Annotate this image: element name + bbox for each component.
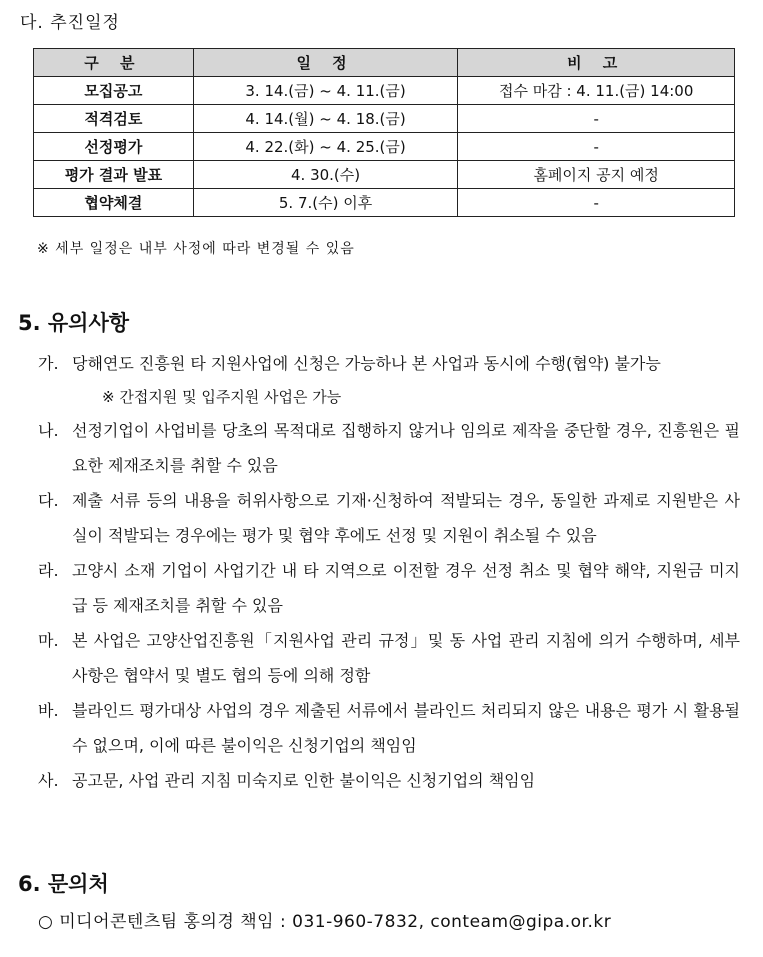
row-remark: - bbox=[458, 105, 735, 133]
item-text: 선정기업이 사업비를 당초의 목적대로 집행하지 않거나 임의로 제작을 중단할 경우, 진흥원은 필요한 제재조치를 취할 수 있음 bbox=[72, 421, 740, 475]
list-item bbox=[38, 693, 740, 763]
list-item bbox=[38, 763, 740, 798]
precautions-list bbox=[38, 346, 740, 798]
item-subnote: ※ 간접지원 및 입주지원 사업은 가능 bbox=[102, 388, 342, 406]
header-category: 구 분 bbox=[34, 49, 194, 77]
row-category: 모집공고 bbox=[34, 77, 194, 105]
row-category: 선정평가 bbox=[34, 133, 194, 161]
row-date: 4. 30.(수) bbox=[193, 161, 458, 189]
item-marker: 라. bbox=[38, 561, 59, 580]
item-marker: 마. bbox=[38, 631, 59, 650]
item-marker: 가. bbox=[38, 354, 59, 373]
item-text: 제출 서류 등의 내용을 허위사항으로 기재·신청하여 적발되는 경우, 동일한 과제로 지원받은 사실이 적발되는 경우에는 평가 및 협약 후에도 선정 및 지원이 취소될 수 있음 bbox=[72, 491, 740, 545]
item-marker: 바. bbox=[38, 701, 59, 720]
item-text: 본 사업은 고양산업진흥원「지원사업 관리 규정」및 동 사업 관리 지침에 의거 수행하며, 세부 사항은 협약서 및 별도 협의 등에 의해 정함 bbox=[72, 631, 740, 685]
schedule-table bbox=[33, 48, 735, 217]
item-marker: 다. bbox=[38, 491, 59, 510]
row-category: 협약체결 bbox=[34, 189, 194, 217]
row-category: 적격검토 bbox=[34, 105, 194, 133]
item-text: 당해연도 진흥원 타 지원사업에 신청은 가능하나 본 사업과 동시에 수행(협약) 불가능 bbox=[72, 354, 661, 373]
row-remark: 홈페이지 공지 예정 bbox=[458, 161, 735, 189]
schedule-note: ※ 세부 일정은 내부 사정에 따라 변경될 수 있음 bbox=[37, 241, 355, 257]
row-date: 3. 14.(금) ~ 4. 11.(금) bbox=[193, 77, 458, 105]
list-item bbox=[38, 483, 740, 553]
item-marker: 사. bbox=[38, 771, 59, 790]
row-remark: 접수 마감 : 4. 11.(금) 14:00 bbox=[458, 77, 735, 105]
table-row bbox=[34, 77, 735, 105]
list-item bbox=[38, 346, 740, 413]
table-header-row bbox=[34, 49, 735, 77]
row-date: 4. 14.(월) ~ 4. 18.(금) bbox=[193, 105, 458, 133]
row-category: 평가 결과 발표 bbox=[34, 161, 194, 189]
table-row bbox=[34, 105, 735, 133]
list-item bbox=[38, 623, 740, 693]
item-text: 블라인드 평가대상 사업의 경우 제출된 서류에서 블라인드 처리되지 않은 내용은 평가 시 활용될 수 없으며, 이에 따른 불이익은 신청기업의 책임임 bbox=[72, 701, 740, 755]
table-row bbox=[34, 133, 735, 161]
item-text: 고양시 소재 기업이 사업기간 내 타 지역으로 이전할 경우 선정 취소 및 협약 해약, 지원금 미지급 등 제재조치를 취할 수 있음 bbox=[72, 561, 740, 615]
contact-line: ○ 미디어콘텐츠팀 홍의경 책임 : 031-960-7832, conteam@gipa.or.kr bbox=[38, 912, 612, 932]
list-item bbox=[38, 553, 740, 623]
header-remark: 비 고 bbox=[458, 49, 735, 77]
precautions-heading: 5. 유의사항 bbox=[18, 311, 130, 335]
header-date: 일 정 bbox=[193, 49, 458, 77]
row-date: 5. 7.(수) 이후 bbox=[193, 189, 458, 217]
row-remark: - bbox=[458, 133, 735, 161]
table-row bbox=[34, 161, 735, 189]
item-marker: 나. bbox=[38, 421, 59, 440]
item-text: 공고문, 사업 관리 지침 미숙지로 인한 불이익은 신청기업의 책임임 bbox=[72, 771, 536, 790]
schedule-section-title: 다. 추진일정 bbox=[20, 13, 120, 33]
table-row bbox=[34, 189, 735, 217]
list-item bbox=[38, 413, 740, 483]
row-date: 4. 22.(화) ~ 4. 25.(금) bbox=[193, 133, 458, 161]
row-remark: - bbox=[458, 189, 735, 217]
contact-heading: 6. 문의처 bbox=[18, 872, 109, 896]
